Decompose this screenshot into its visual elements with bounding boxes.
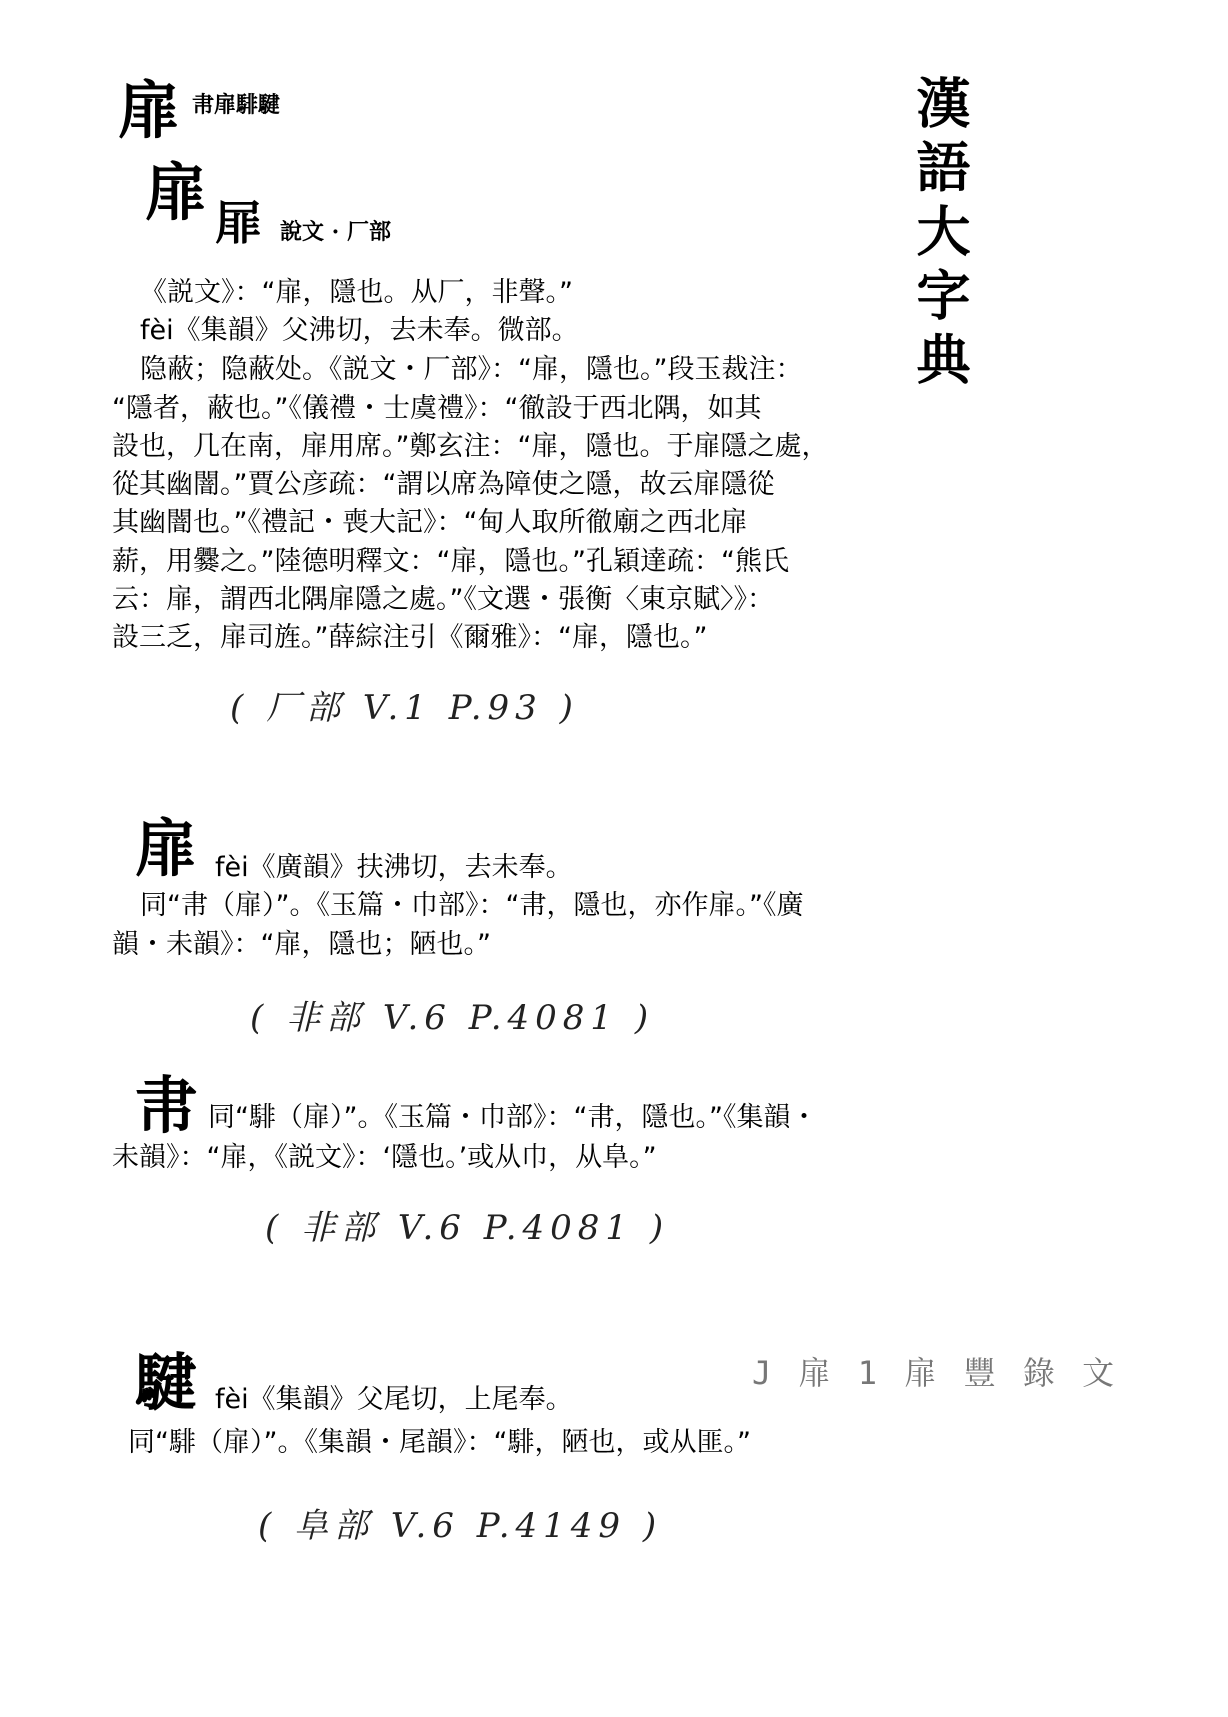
entry1-line: fèi《集韻》父沸切，去未奉。微部。 (140, 315, 579, 346)
entry1-line: 從其幽闇。”賈公彦疏：“謂以席為障使之隱，故云扉隱從 (112, 469, 775, 500)
entry1-line: “隱者，蔽也。”《儀禮・士虞禮》：“徹設于西北隅，如其 (112, 393, 762, 424)
entry3-handwritten-note: ( 非部 V.6 P.4081 ) (265, 1208, 670, 1248)
entry4-handwritten-note: ( 阜部 V.6 P.4149 ) (258, 1506, 663, 1546)
entry1-head-char: 扉 (118, 74, 181, 147)
entry3-head-char: 帇 (135, 1069, 198, 1142)
entry4-line: 同“騑（扉）”。《集韻・尾韻》：“騑，陋也，或从匪。” (128, 1427, 751, 1458)
book-title: 漢語大字典 (908, 75, 972, 395)
entry1-char2: 扉 (145, 156, 208, 229)
entry1-line: 《説文》：“扉，隱也。从厂，非聲。” (140, 277, 573, 308)
entry2-line: fèi《廣韻》扶沸切，去未奉。 (215, 852, 573, 883)
entry4-head-char: 騝 (135, 1346, 198, 1419)
entry1-source: 說文 · 厂部 (280, 219, 391, 245)
archive-stamp: J 扉 1 扉 豐 錄 文 (752, 1354, 1119, 1392)
entry1-line: 薪，用爨之。”陸德明釋文：“扉，隱也。”孔穎達疏：“熊氏 (112, 546, 789, 577)
entry2-line: 同“帇（扉）”。《玉篇・巾部》：“帇，隱也，亦作扉。”《廣 (140, 890, 804, 921)
entry1-variants: 帇扉騑騝 (192, 92, 281, 118)
entry2-line: 韻・未韻》：“扉，隱也；陋也。” (112, 929, 491, 960)
entry1-line: 其幽闇也。”《禮記・喪大記》：“甸人取所徹廟之西北扉 (112, 507, 748, 538)
entry2-handwritten-note: ( 非部 V.6 P.4081 ) (250, 998, 655, 1038)
entry1-seal-glyph: 屝 (215, 196, 261, 250)
entry4-line: fèi《集韻》父尾切，上尾奉。 (215, 1384, 573, 1415)
entry1-line: 設三乏，扉司旌。”薛綜注引《爾雅》：“扉，隱也。” (112, 622, 708, 653)
entry3-line: 未韻》：“扉，《説文》：‘隱也。’或从巾，从阜。” (112, 1142, 657, 1173)
entry1-line: 隐蔽；隐蔽处。《説文・厂部》：“扉，隱也。”段玉裁注： (140, 354, 803, 385)
entry2-head-char: 扉 (135, 812, 198, 885)
entry1-handwritten-note: ( 厂部 V.1 P.93 ) (230, 688, 579, 728)
entry1-line: 設也，几在南，扉用席。”鄭玄注：“扉，隱也。于扉隱之處， (112, 431, 829, 462)
entry1-line: 云：扉，謂西北隅扉隱之處。”《文選・張衡〈東京賦〉》： (112, 584, 774, 615)
entry3-line: 同“騑（扉）”。《玉篇・巾部》：“帇，隱也。”《集韻・ (208, 1102, 818, 1133)
